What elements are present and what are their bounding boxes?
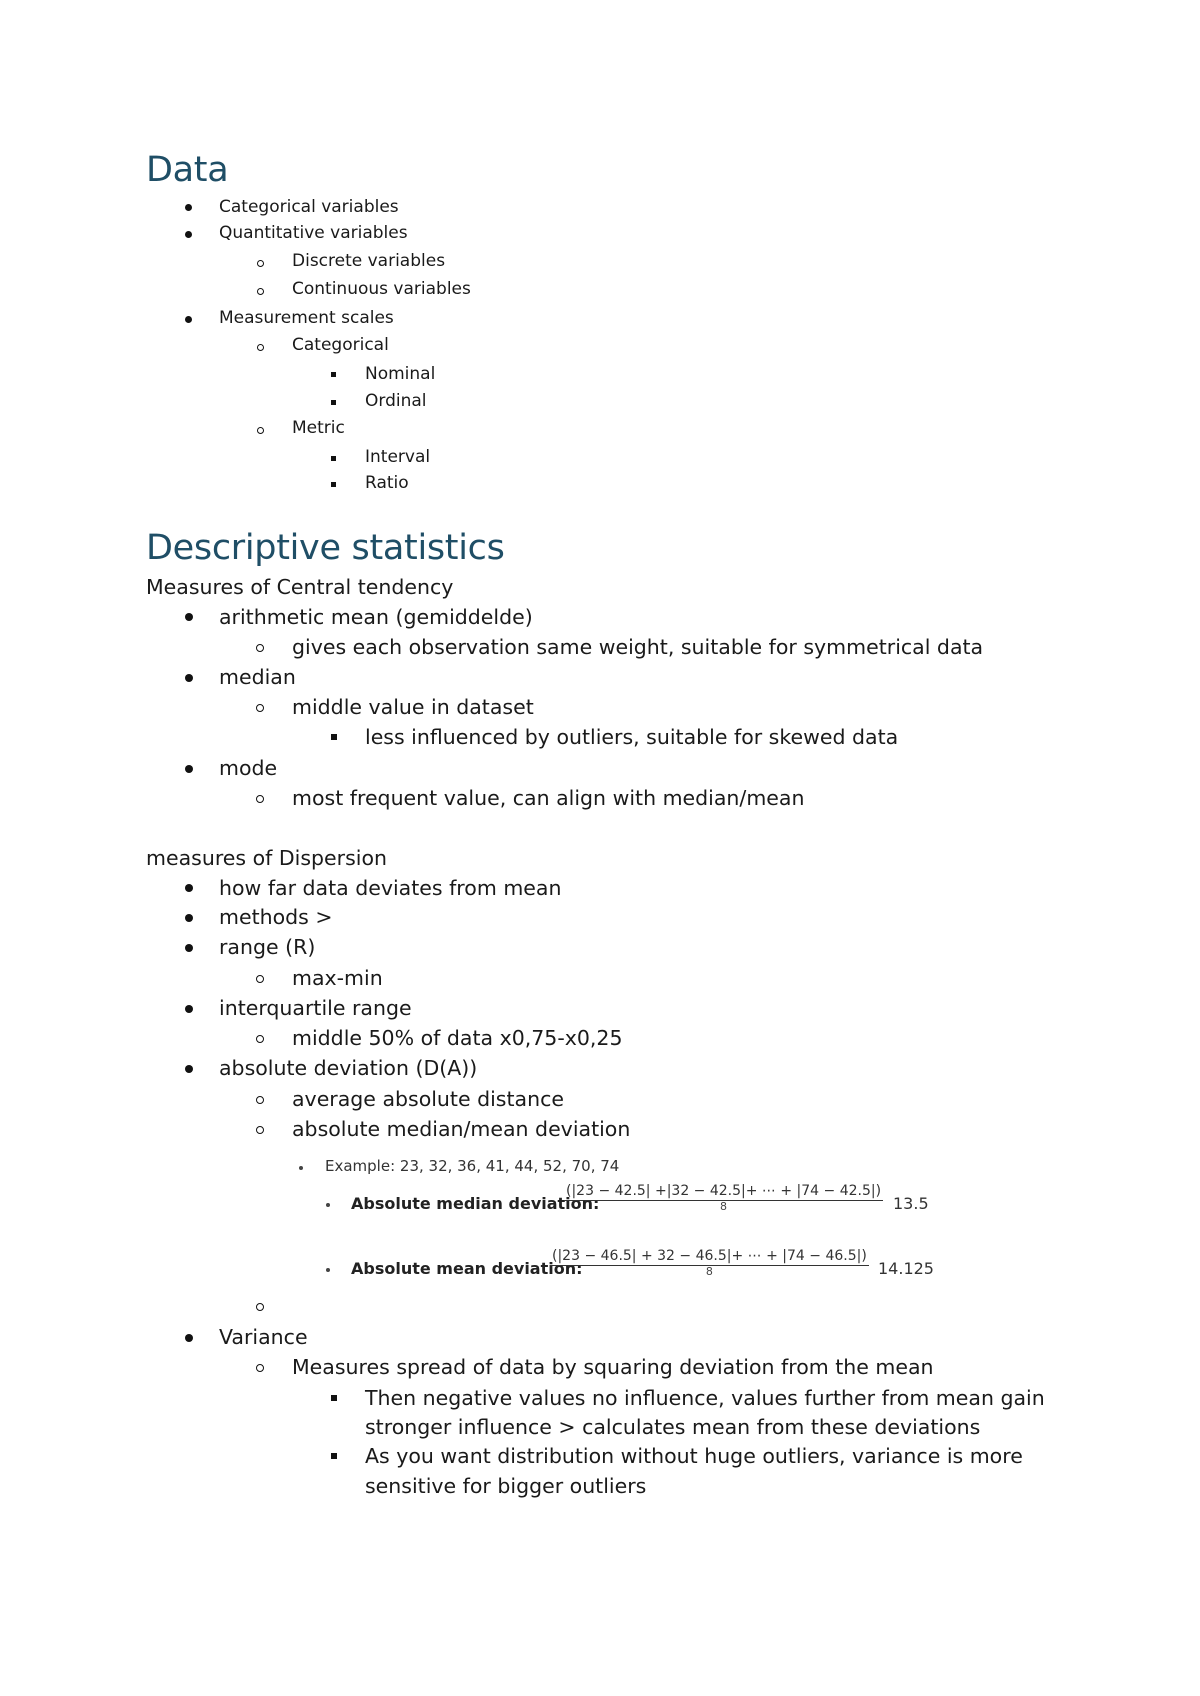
list-item-categorical-variables: Categorical variables (219, 197, 399, 217)
bullet-square (331, 372, 336, 377)
bullet (185, 316, 192, 323)
bullet-small (299, 1166, 303, 1170)
list-item-median-subnote: less influenced by outliers, suitable for skewed data (365, 725, 899, 749)
bullet-circle (256, 1126, 264, 1134)
list-item-variance-sub2-line1: As you want distribution without huge outliers, variance is more (365, 1444, 1023, 1468)
bullet-square (331, 1453, 337, 1459)
list-item-arithmetic-mean: arithmetic mean (gemiddelde) (219, 605, 533, 629)
list-item-median-note: middle value in dataset (292, 695, 534, 719)
bullet-circle (257, 288, 264, 295)
bullet-circle-empty (256, 1303, 264, 1311)
bullet (185, 914, 193, 922)
subheading-dispersion: measures of Dispersion (146, 846, 388, 870)
bullet (185, 1334, 193, 1342)
median-deviation-numerator: (|23 − 42.5| +|32 − 42.5|+ ⋯ + |74 − 42.5|) (566, 1183, 882, 1199)
subheading-central-tendency: Measures of Central tendency (146, 575, 454, 599)
list-item-median: median (219, 665, 296, 689)
bullet (185, 204, 192, 211)
list-item-methods: methods > (219, 905, 333, 929)
list-item-iqr: interquartile range (219, 996, 412, 1020)
bullet (185, 765, 193, 773)
list-item-continuous-variables: Continuous variables (292, 279, 471, 299)
list-item-mode: mode (219, 756, 278, 780)
list-item-ratio: Ratio (365, 473, 409, 493)
list-item-variance-sub1-line1: Then negative values no influence, values further from mean gain (365, 1386, 1045, 1410)
list-item-interval: Interval (365, 447, 431, 467)
list-item-ordinal: Ordinal (365, 391, 427, 411)
heading-descriptive-statistics: Descriptive statistics (146, 528, 505, 568)
bullet-circle (256, 644, 264, 652)
mean-deviation-numerator: (|23 − 46.5| + 32 − 46.5|+ ⋯ + |74 − 46.5|) (552, 1248, 867, 1264)
bullet-small (326, 1268, 330, 1272)
median-deviation-label: Absolute median deviation: (351, 1194, 600, 1213)
bullet-circle (257, 344, 264, 351)
mean-deviation-label: Absolute mean deviation: (351, 1259, 583, 1278)
list-item-categorical: Categorical (292, 335, 389, 355)
bullet-circle (256, 1035, 264, 1043)
list-item-range: range (R) (219, 935, 316, 959)
bullet-square (331, 456, 336, 461)
bullet-square (331, 482, 336, 487)
bullet (185, 231, 192, 238)
bullet-circle (257, 427, 264, 434)
list-item-variance: Variance (219, 1325, 308, 1349)
list-item-metric: Metric (292, 418, 345, 438)
bullet-square (331, 1395, 337, 1401)
bullet (185, 674, 193, 682)
list-item-how-far: how far data deviates from mean (219, 876, 562, 900)
list-item-measurement-scales: Measurement scales (219, 308, 394, 328)
example-values: Example: 23, 32, 36, 41, 44, 52, 70, 74 (325, 1157, 620, 1175)
list-item-abs-dev: absolute deviation (D(A)) (219, 1056, 478, 1080)
list-item-quantitative-variables: Quantitative variables (219, 223, 408, 243)
bullet-circle (256, 1364, 264, 1372)
list-item-variance-sub2-line2: sensitive for bigger outliers (365, 1474, 647, 1498)
median-deviation-fraction (564, 1183, 883, 1213)
bullet (185, 1005, 193, 1013)
list-item-abs-dev-note2: absolute median/mean deviation (292, 1117, 631, 1141)
bullet-square (331, 400, 336, 405)
mean-deviation-result: 14.125 (878, 1259, 934, 1278)
bullet-circle (256, 795, 264, 803)
bullet-circle (257, 260, 264, 267)
bullet (185, 613, 193, 621)
list-item-variance-note: Measures spread of data by squaring deviation from the mean (292, 1355, 934, 1379)
list-item-iqr-note: middle 50% of data x0,75-x0,25 (292, 1026, 623, 1050)
list-item-range-note: max-min (292, 966, 383, 990)
list-item-nominal: Nominal (365, 364, 436, 384)
bullet-circle (256, 1096, 264, 1104)
mean-deviation-denominator: 8 (705, 1265, 713, 1278)
bullet (185, 944, 193, 952)
median-deviation-denominator: 8 (720, 1200, 728, 1213)
list-item-abs-dev-note1: average absolute distance (292, 1087, 564, 1111)
list-item-mean-note: gives each observation same weight, suitable for symmetrical data (292, 635, 984, 659)
bullet-circle (256, 704, 264, 712)
mean-deviation-fraction (550, 1248, 869, 1278)
bullet-small (326, 1203, 330, 1207)
bullet (185, 884, 193, 892)
median-deviation-result: 13.5 (893, 1194, 929, 1213)
list-item-mode-note: most frequent value, can align with median/mean (292, 786, 805, 810)
bullet-circle (256, 975, 264, 983)
bullet-square (331, 734, 337, 740)
heading-data: Data (146, 150, 229, 190)
list-item-variance-sub1-line2: stronger influence > calculates mean from these deviations (365, 1415, 981, 1439)
list-item-discrete-variables: Discrete variables (292, 251, 446, 271)
bullet (185, 1065, 193, 1073)
